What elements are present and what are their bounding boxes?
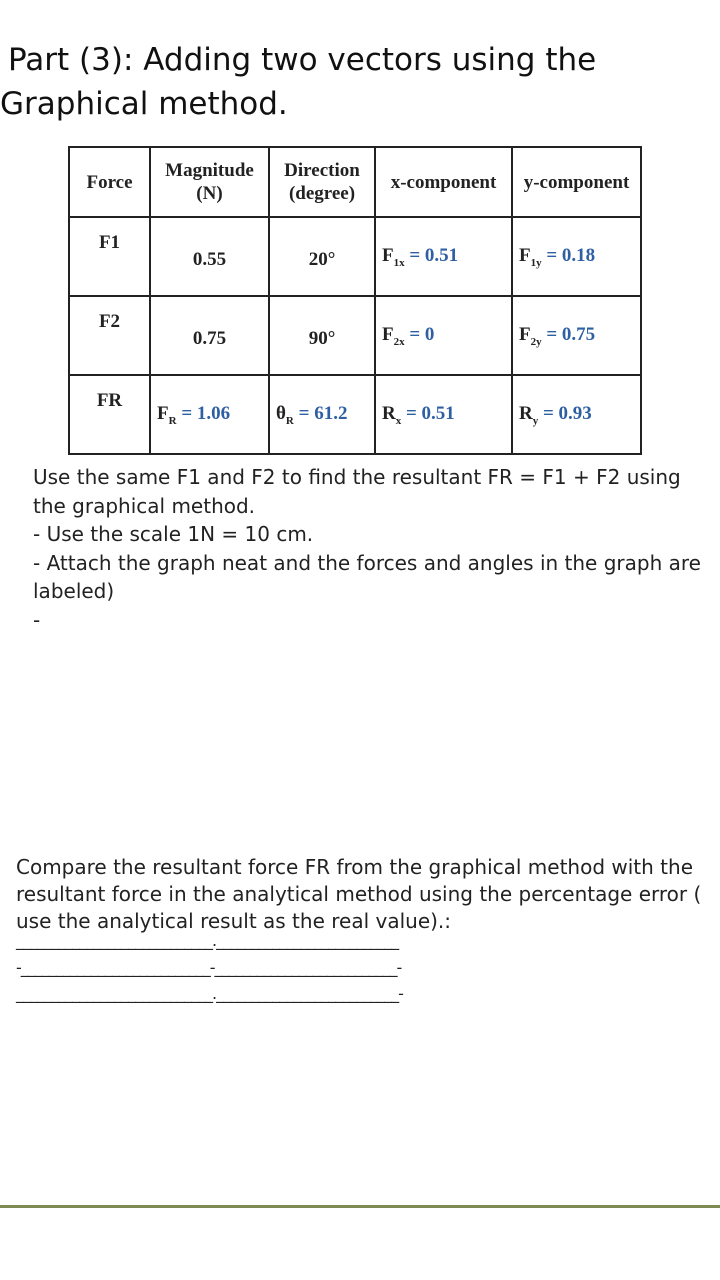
answer-line[interactable]: -___________________________-__________________________- bbox=[16, 958, 402, 977]
instruction-line: - Use the scale 1N = 10 cm. bbox=[33, 522, 314, 546]
instruction-line: - bbox=[33, 607, 41, 632]
page-title: Part (3): Adding two vectors using the Graphical method. bbox=[0, 42, 597, 122]
table-row bbox=[69, 375, 641, 454]
table-header-row bbox=[69, 147, 641, 217]
x-component-value: $F_{2x} = 0$ bbox=[375, 296, 512, 375]
y-component-value: $F_{1y} = 0.18$ bbox=[512, 217, 641, 296]
force-label: F1 bbox=[69, 217, 150, 296]
magnitude-value: 0.55 bbox=[150, 217, 269, 296]
direction-value: 20° bbox=[269, 217, 375, 296]
instructions bbox=[33, 463, 703, 634]
header-y-component: y-component bbox=[512, 147, 641, 217]
header-direction: Direction (degree) bbox=[269, 147, 375, 217]
force-label: FR bbox=[69, 375, 150, 454]
header-magnitude: Magnitude (N) bbox=[150, 147, 269, 217]
table-row bbox=[69, 217, 641, 296]
instruction-line: - Attach the graph neat and the forces and angles in the graph are labeled) bbox=[33, 550, 701, 603]
instruction-line: Use the same F1 and F2 to find the resultant FR = F1 + F2 using the graphical method. bbox=[33, 465, 681, 518]
answer-line[interactable]: ____________________________.__________________________- bbox=[16, 984, 403, 1003]
vector-table bbox=[68, 146, 642, 455]
y-component-value: $R_y = 0.93$ bbox=[512, 375, 641, 454]
direction-value: $\theta_R = 61.2$ bbox=[269, 375, 375, 454]
table-row bbox=[69, 296, 641, 375]
magnitude-value: 0.75 bbox=[150, 296, 269, 375]
header-x-component: x-component bbox=[375, 147, 512, 217]
force-label: F2 bbox=[69, 296, 150, 375]
header-force: Force bbox=[69, 147, 150, 217]
magnitude-value: $F_R = 1.06$ bbox=[150, 375, 269, 454]
direction-value: 90° bbox=[269, 296, 375, 375]
compare-question: Compare the resultant force FR from the graphical method with the resultant force in the analytical method using the percentage error ( use the analytical result as the real value).: bbox=[16, 855, 702, 933]
answer-line[interactable]: ____________________________.__________________________ bbox=[16, 931, 399, 950]
y-component-value: $F_{2y} = 0.75$ bbox=[512, 296, 641, 375]
x-component-value: $F_{1x} = 0.51$ bbox=[375, 217, 512, 296]
footer-divider bbox=[0, 1205, 720, 1208]
x-component-value: $R_x = 0.51$ bbox=[375, 375, 512, 454]
